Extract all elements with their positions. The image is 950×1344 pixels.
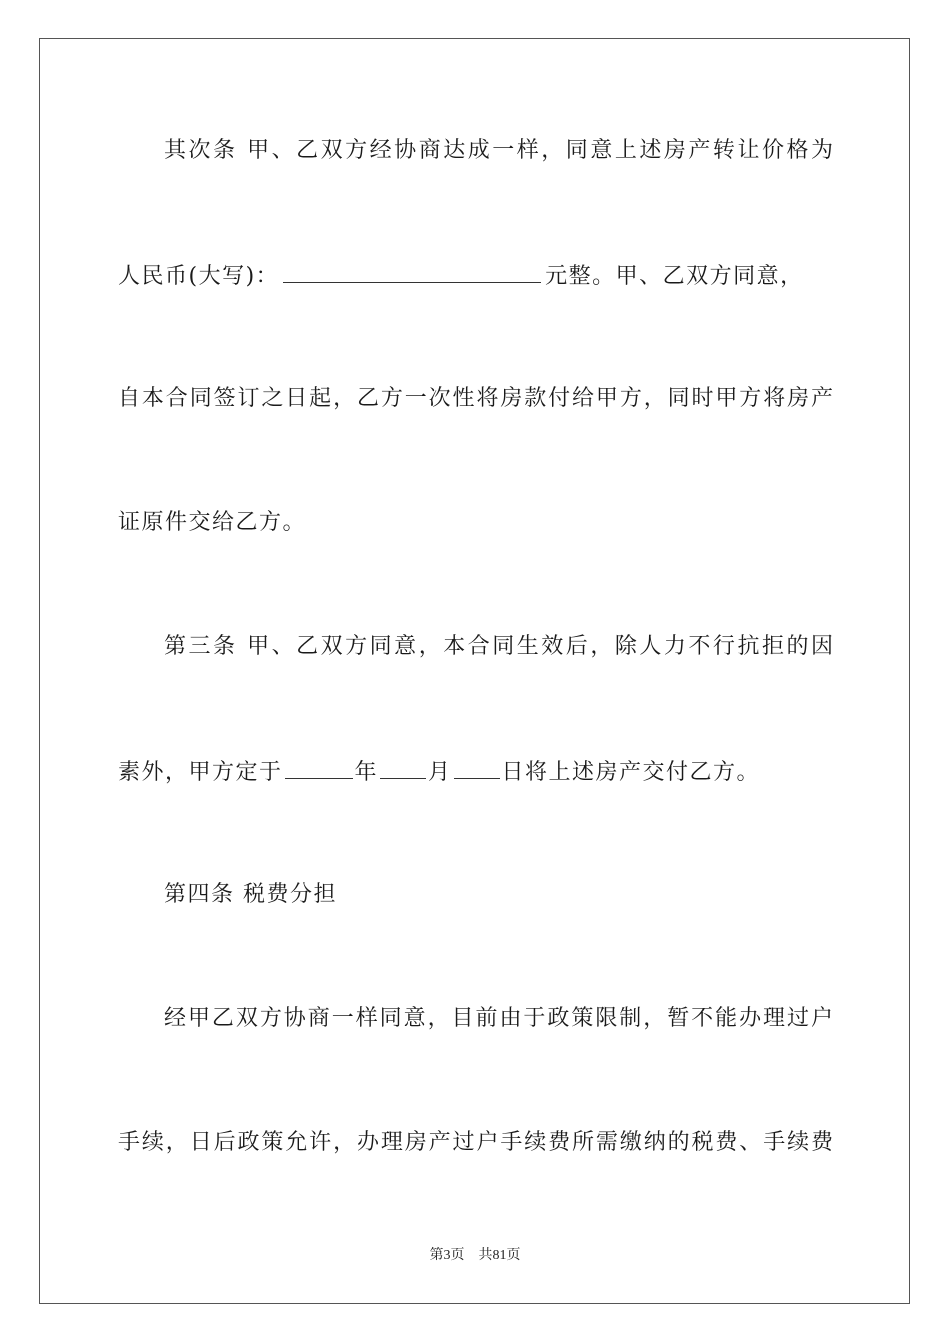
text-segment: 月: [428, 760, 452, 785]
month-blank: [380, 756, 426, 779]
text-segment: 元整。甲、乙双方同意，: [545, 264, 804, 289]
text-segment: 素外，甲方定于: [118, 760, 283, 785]
price-blank: [283, 260, 541, 283]
text-line: [118, 260, 833, 292]
text-line: [118, 756, 833, 788]
page-number: 第3页: [429, 1248, 465, 1263]
text-segment: 人民币(大写)：: [118, 264, 280, 289]
day-blank: [454, 756, 500, 779]
text-line: 经甲乙双方协商一样同意，目前由于政策限制，暂不能办理过户: [164, 1006, 833, 1031]
text-line: 证原件交给乙方。: [118, 510, 307, 535]
page-total: 共81页: [478, 1248, 521, 1263]
page-frame: [39, 38, 910, 1304]
text-line: 自本合同签订之日起，乙方一次性将房款付给甲方，同时甲方将房产: [118, 386, 833, 411]
text-segment: 年: [354, 760, 379, 785]
text-segment: 日将上述房产交付乙方。: [501, 760, 761, 785]
text-line: 第三条 甲、乙双方同意，本合同生效后，除人力不行抗拒的因: [164, 634, 833, 659]
page-footer: [0, 1246, 950, 1266]
text-line: 手续，日后政策允许，办理房产过户手续费所需缴纳的税费、手续费: [118, 1130, 833, 1155]
year-blank: [285, 756, 353, 779]
text-line: 其次条 甲、乙双方经协商达成一样，同意上述房产转让价格为: [164, 138, 833, 163]
section-heading: 第四条 税费分担: [164, 882, 337, 907]
